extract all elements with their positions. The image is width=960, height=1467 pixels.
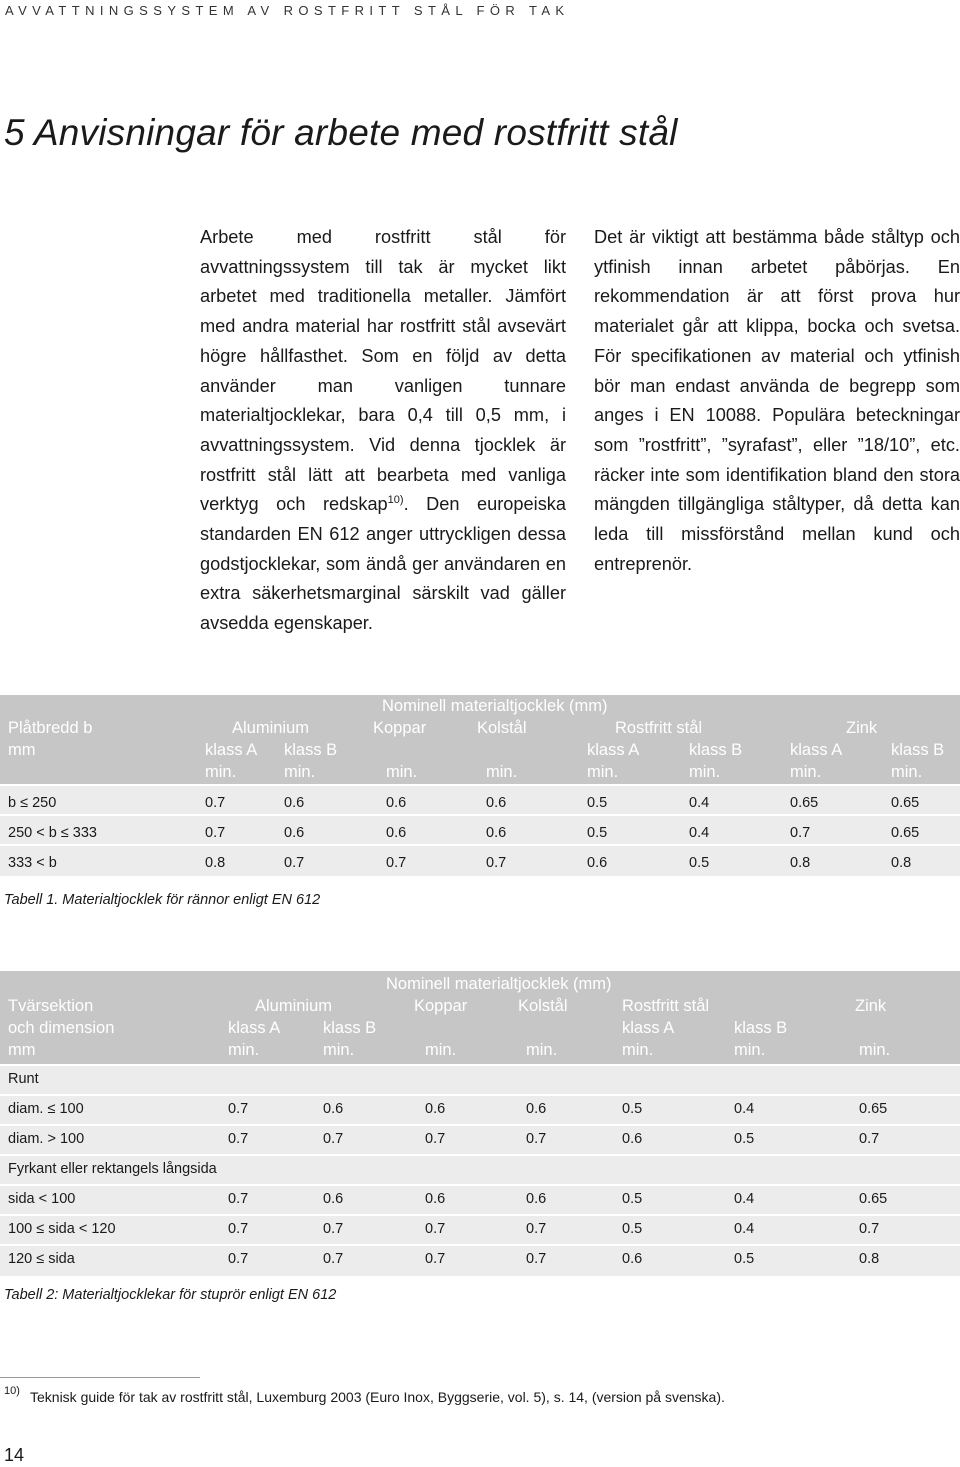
table-2-min: min. [734, 1041, 766, 1059]
table-cell: 0.7 [323, 1221, 344, 1237]
table-cell: 0.7 [228, 1221, 249, 1237]
table-1-group-header: Nominell materialtjocklek (mm) [382, 697, 608, 715]
table-cell: 0.7 [386, 855, 407, 871]
table-1-class-b: klass B [689, 741, 743, 759]
table-2-material-zink: Zink [855, 997, 887, 1015]
table-cell: 0.8 [790, 855, 811, 871]
right-paragraph: Det är viktigt att bestämma både ståltyp och ytfinish innan arbetet påbörjas. En rekommendation är att först prova hur materialet går att klippa, bocka och svetsa. För specifikationen av material och ytfinish bör man endast använda de begrepp som anges i EN 10088. Populära beteckningar som ”rostfritt”, ”syrafast”, eller ”18/10”, etc. räcker inte som identifikation bland den stora mängden tillgängliga ståltyper, då detta kan leda till missförstånd mellan kund och entreprenör. [594, 227, 960, 574]
footnote-reference[interactable]: 10) [387, 494, 404, 507]
table-2-row-header-line-1: Tvärsektion [8, 997, 94, 1015]
table-cell: 0.4 [734, 1221, 755, 1237]
table-2-material-kolstal: Kolstål [518, 997, 568, 1015]
table-1-class-a: klass A [587, 741, 640, 759]
table-2-min: min. [622, 1041, 654, 1059]
table-2-caption: Tabell 2: Materialtjocklekar för stuprör enligt EN 612 [4, 1287, 337, 1303]
left-paragraph [200, 223, 566, 639]
table-cell: 0.4 [689, 795, 710, 811]
table-cell: 0.6 [526, 1101, 547, 1117]
table-cell: 0.7 [323, 1131, 344, 1147]
table-cell: 0.6 [386, 825, 407, 841]
table-cell: 0.7 [859, 1221, 880, 1237]
table-cell: 0.6 [284, 795, 305, 811]
footnote-divider [0, 1377, 200, 1378]
table-cell: 0.6 [486, 825, 507, 841]
table-cell: 0.7 [228, 1191, 249, 1207]
table-cell: 0.6 [323, 1101, 344, 1117]
table-2-min: min. [526, 1041, 558, 1059]
table-cell: 0.7 [284, 855, 305, 871]
table-row [0, 1066, 960, 1094]
table-row [0, 816, 960, 844]
table-cell: 0.65 [891, 825, 920, 841]
table-cell: 0.7 [205, 795, 226, 811]
running-head: AVVATTNINGSSYSTEM AV ROSTFRITT STÅL FÖR TAK [5, 3, 570, 18]
table-cell: 0.6 [425, 1191, 446, 1207]
table-1-min: min. [205, 763, 237, 781]
table-cell: 0.7 [486, 855, 507, 871]
table-row [0, 846, 960, 876]
table-cell: 0.6 [386, 795, 407, 811]
left-text-column [200, 223, 566, 639]
table-2-min: min. [323, 1041, 355, 1059]
table-cell: 0.6 [323, 1191, 344, 1207]
table-row [0, 1246, 960, 1276]
table-cell: 0.5 [734, 1251, 755, 1267]
table-2-class-b: klass B [323, 1019, 377, 1037]
row-label: Runt [8, 1071, 39, 1087]
table-cell: 0.7 [425, 1251, 446, 1267]
footnote-text: Teknisk guide för tak av rostfritt stål, Luxemburg 2003 (Euro Inox, Byggserie, vol. 5), s. 14, (version på svenska). [30, 1389, 725, 1405]
table-cell: 0.7 [790, 825, 811, 841]
table-cell: 0.6 [587, 855, 608, 871]
table-cell: 0.5 [587, 795, 608, 811]
table-2-row-header-line-2: och dimension [8, 1019, 115, 1037]
row-label: 120 ≤ sida [8, 1251, 75, 1267]
table-cell: 0.65 [790, 795, 819, 811]
table-cell: 0.6 [486, 795, 507, 811]
table-2-min: min. [228, 1041, 260, 1059]
table-cell: 0.4 [689, 825, 710, 841]
page-number: 14 [4, 1445, 25, 1465]
table-2-material-aluminium: Aluminium [255, 997, 333, 1015]
table-cell: 0.8 [891, 855, 912, 871]
table-cell: 0.7 [526, 1131, 547, 1147]
table-1-row-header-line-2: mm [8, 741, 36, 759]
chapter-title: 5 Anvisningar för arbete med rostfritt stål [4, 112, 678, 153]
table-1-min: min. [284, 763, 316, 781]
table-cell: 0.4 [734, 1101, 755, 1117]
table-row [0, 1186, 960, 1214]
table-cell: 0.7 [526, 1221, 547, 1237]
table-cell: 0.7 [859, 1131, 880, 1147]
table-cell: 0.6 [622, 1131, 643, 1147]
table-cell: 0.7 [228, 1131, 249, 1147]
left-paragraph-text-cont: . Den europeiska standarden EN 612 anger uttryckligen dessa godstjocklekar, som ändå ger användaren en extra säkerhetsmarginal särskilt vad gäller avsedda egenskaper. [200, 494, 566, 634]
right-text-column [594, 223, 960, 579]
row-label: diam. ≤ 100 [8, 1101, 84, 1117]
table-cell: 0.8 [859, 1251, 880, 1267]
table-cell: 0.5 [622, 1221, 643, 1237]
table-2-material-rostfritt: Rostfritt stål [622, 997, 710, 1015]
table-cell: 0.6 [284, 825, 305, 841]
table-1-material-koppar: Koppar [373, 719, 427, 737]
table-2-class-b: klass B [734, 1019, 788, 1037]
table-1-material-aluminium: Aluminium [232, 719, 310, 737]
table-cell: 0.6 [622, 1251, 643, 1267]
table-1-class-a: klass A [205, 741, 258, 759]
table-1-min: min. [790, 763, 822, 781]
table-cell: 0.5 [689, 855, 710, 871]
row-label: 100 ≤ sida < 120 [8, 1221, 116, 1237]
table-2-header [0, 971, 960, 1064]
table-cell: 0.5 [622, 1191, 643, 1207]
table-1-class-b: klass B [891, 741, 945, 759]
table-cell: 0.7 [205, 825, 226, 841]
table-cell: 0.7 [425, 1221, 446, 1237]
table-cell: 0.6 [425, 1101, 446, 1117]
table-1-caption: Tabell 1. Materialtjocklek för rännor enligt EN 612 [4, 892, 321, 908]
table-row [0, 1126, 960, 1154]
table-1-min: min. [486, 763, 518, 781]
table-2-class-a: klass A [622, 1019, 675, 1037]
table-1-class-b: klass B [284, 741, 338, 759]
table-row [0, 1096, 960, 1124]
table-2-material-koppar: Koppar [414, 997, 468, 1015]
table-1-class-a: klass A [790, 741, 843, 759]
table-2-row-header-line-3: mm [8, 1041, 36, 1059]
row-label: b ≤ 250 [8, 795, 57, 811]
table-1-material-rostfritt: Rostfritt stål [615, 719, 703, 737]
table-cell: 0.65 [859, 1101, 888, 1117]
row-label: 250 < b ≤ 333 [8, 825, 97, 841]
row-label: 333 < b [8, 855, 57, 871]
table-cell: 0.8 [205, 855, 226, 871]
table-row [0, 1216, 960, 1244]
table-1-row-header-line-1: Plåtbredd b [8, 719, 93, 737]
row-label: Fyrkant eller rektangels långsida [8, 1161, 217, 1177]
table-2-group-header: Nominell materialtjocklek (mm) [386, 975, 612, 993]
left-paragraph-text: Arbete med rostfritt stål för avvattningssystem till tak är mycket likt arbetet med traditionella metaller. Jämfört med andra material har rostfritt stål avsevärt högre hållfasthet. Som en följd av detta använder man vanligen tunnare materialtjocklekar, bara 0,4 till 0,5 mm, i avvattningssystem. Vid denna tjocklek är rostfritt stål lätt att bearbeta med vanliga verktyg och redskap [200, 227, 566, 515]
table-cell: 0.7 [526, 1251, 547, 1267]
table-1-header [0, 695, 960, 784]
table-2-class-a: klass A [228, 1019, 281, 1037]
table-1-material-zink: Zink [846, 719, 878, 737]
table-cell: 0.7 [228, 1251, 249, 1267]
table-1-min: min. [689, 763, 721, 781]
footnote-mark: 10) [4, 1385, 20, 1397]
table-cell: 0.7 [425, 1131, 446, 1147]
row-label: diam. > 100 [8, 1131, 85, 1147]
table-cell: 0.65 [891, 795, 920, 811]
table-1-min: min. [386, 763, 418, 781]
table-1-min: min. [587, 763, 619, 781]
table-cell: 0.7 [228, 1101, 249, 1117]
table-1-material-kolstal: Kolstål [477, 719, 527, 737]
row-label: sida < 100 [8, 1191, 76, 1207]
table-cell: 0.7 [323, 1251, 344, 1267]
table-cell: 0.65 [859, 1191, 888, 1207]
table-cell: 0.5 [622, 1101, 643, 1117]
table-cell: 0.5 [734, 1131, 755, 1147]
table-1-min: min. [891, 763, 923, 781]
table-cell: 0.6 [526, 1191, 547, 1207]
table-2-min: min. [859, 1041, 891, 1059]
table-2-min: min. [425, 1041, 457, 1059]
table-cell: 0.4 [734, 1191, 755, 1207]
table-cell: 0.5 [587, 825, 608, 841]
